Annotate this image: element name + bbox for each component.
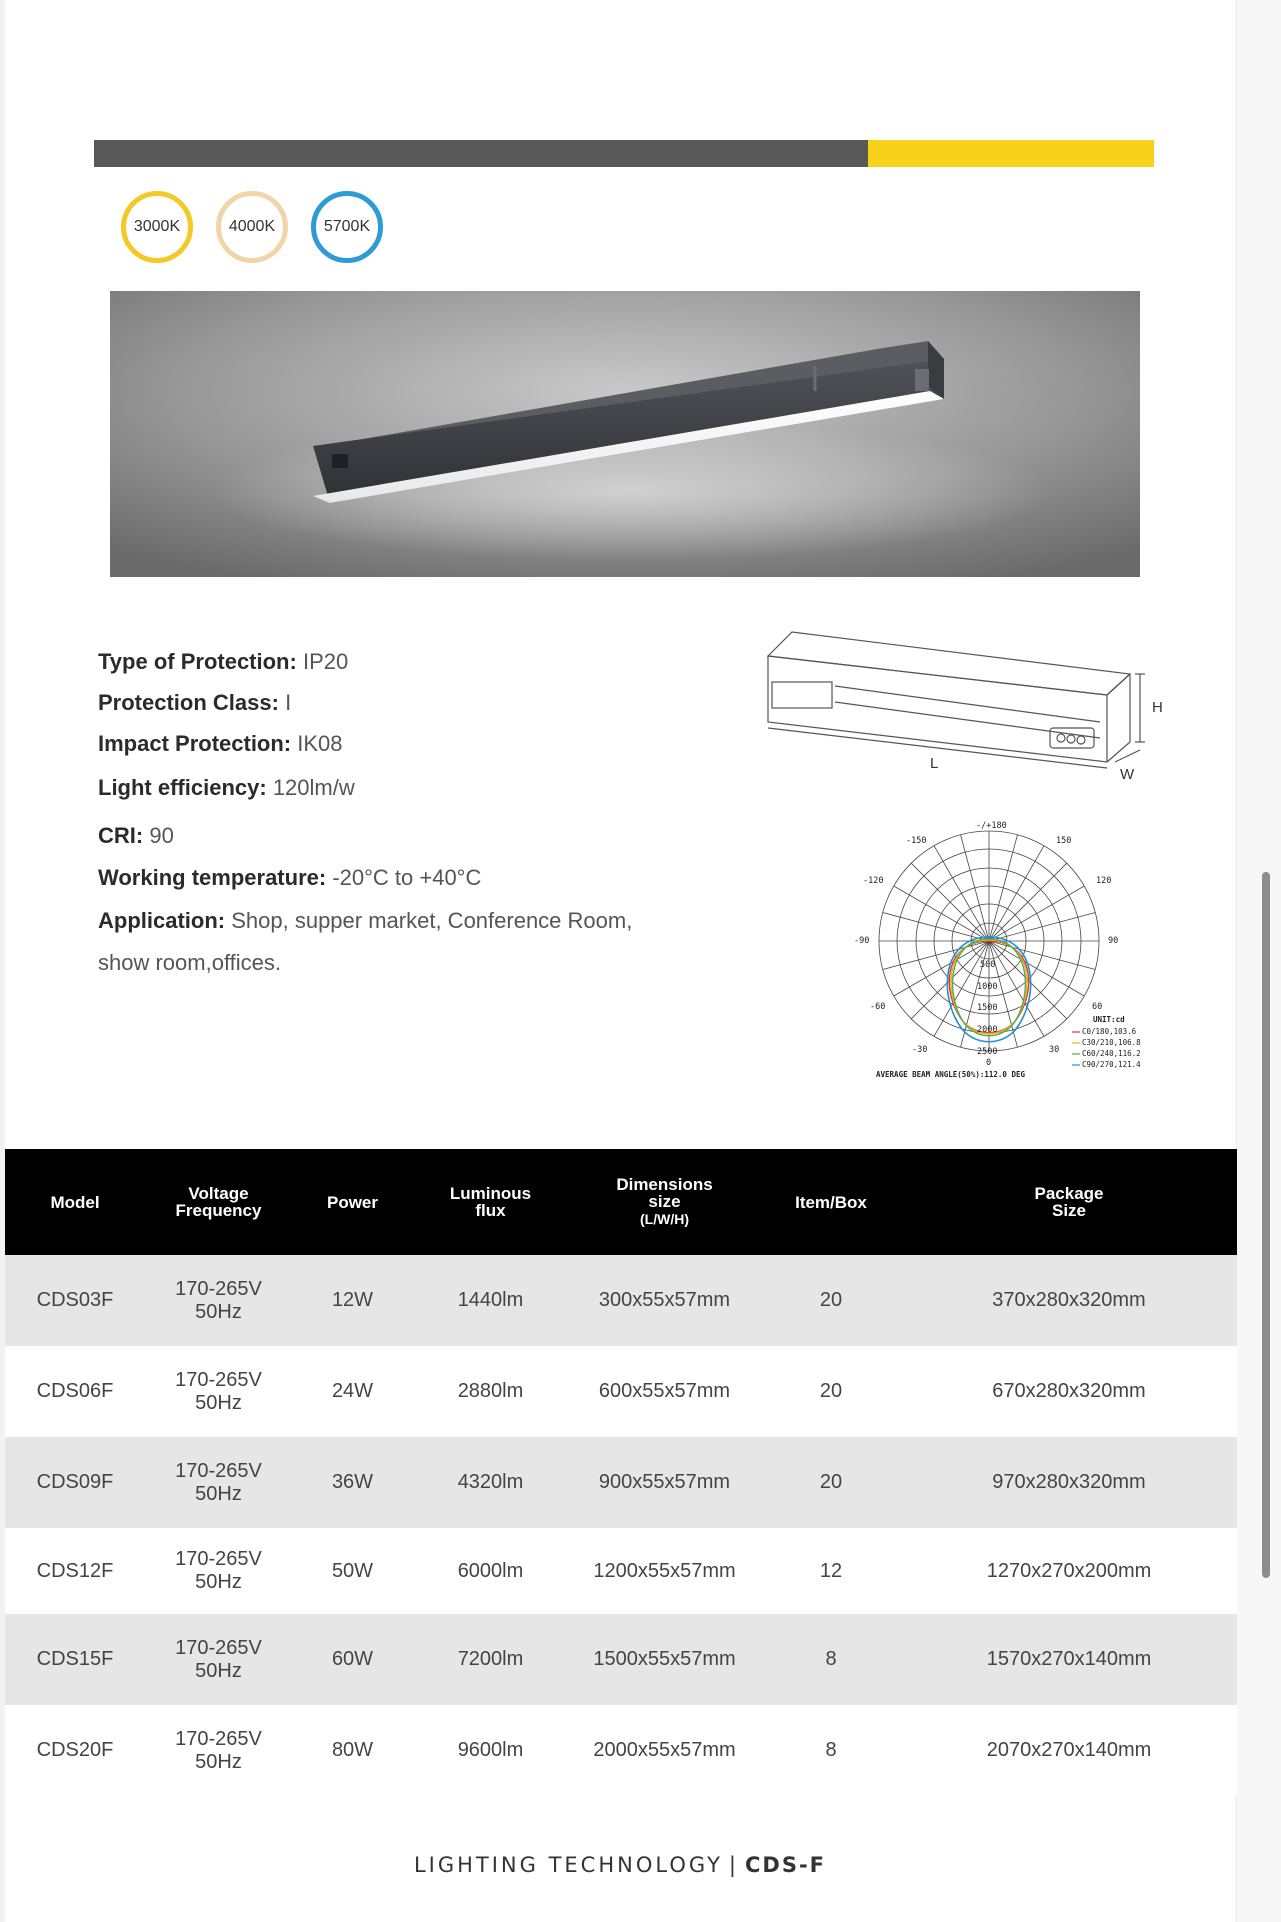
table-row <box>5 1705 1237 1796</box>
ring-label-1000: 1000 <box>977 982 998 992</box>
dimension-label-w: W <box>1120 766 1135 782</box>
polar-legend-c30: C30/210,106.8 <box>1082 1038 1141 1047</box>
cell-voltage: 170-265V 50Hz <box>145 1255 292 1346</box>
cell-model: CDS20F <box>5 1705 145 1796</box>
table-row <box>5 1346 1237 1437</box>
spec-cri: CRI: 90 <box>98 823 174 848</box>
cell-power: 80W <box>292 1705 413 1796</box>
dimension-label-h: H <box>1152 699 1163 716</box>
cell-dimensions: 1500x55x57mm <box>568 1614 761 1705</box>
cell-package: 970x280x320mm <box>901 1437 1237 1528</box>
page-footer <box>5 1853 1235 1877</box>
color-temp-badge-5700k: 5700K <box>311 191 383 263</box>
spec-working-temperature: Working temperature: -20°C to +40°C <box>98 865 482 890</box>
cell-package: 1270x270x200mm <box>901 1528 1237 1614</box>
cell-item-box: 12 <box>761 1528 901 1614</box>
product-spec-table <box>5 1149 1237 1796</box>
cell-power: 12W <box>292 1255 413 1346</box>
cell-package: 1570x270x140mm <box>901 1614 1237 1705</box>
header-dimensions: Dimensions size (L/W/H) <box>568 1149 761 1255</box>
product-photo <box>110 291 1140 577</box>
table-row <box>5 1614 1237 1705</box>
spec-protection-type: Type of Protection: IP20 <box>98 649 349 674</box>
table-row <box>5 1528 1237 1614</box>
cell-item-box: 8 <box>761 1705 901 1796</box>
color-temp-badge-4000k: 4000K <box>216 191 288 263</box>
polar-legend-c60: C60/240,116.2 <box>1082 1049 1141 1058</box>
cell-power: 36W <box>292 1437 413 1528</box>
ring-label-500: 500 <box>980 960 996 970</box>
footer-brand: LIGHTING TECHNOLOGY <box>413 1853 723 1877</box>
polar-legend-c0: C0/180,103.6 <box>1082 1027 1137 1036</box>
cell-voltage: 170-265V 50Hz <box>145 1614 292 1705</box>
cell-voltage: 170-265V 50Hz <box>145 1705 292 1796</box>
cell-flux: 6000lm <box>413 1528 568 1614</box>
cell-item-box: 20 <box>761 1346 901 1437</box>
scrollbar-thumb[interactable] <box>1262 872 1270 1578</box>
cell-model: CDS15F <box>5 1614 145 1705</box>
header-voltage-frequency: Voltage Frequency <box>145 1149 292 1255</box>
table-row <box>5 1437 1237 1528</box>
angle-label-180: -/+180 <box>976 821 1007 831</box>
header-bar-yellow-segment <box>868 140 1154 167</box>
cell-flux: 2880lm <box>413 1346 568 1437</box>
footer-model: CDS-F <box>745 1853 827 1877</box>
header-bar-dark-segment <box>94 140 868 167</box>
spec-application-continued: show room,offices. <box>98 950 282 975</box>
header-power: Power <box>292 1149 413 1255</box>
cell-power: 24W <box>292 1346 413 1437</box>
cell-flux: 7200lm <box>413 1614 568 1705</box>
angle-label-120: 120 <box>1096 876 1112 886</box>
table-header-row <box>5 1149 1237 1255</box>
cell-flux: 1440lm <box>413 1255 568 1346</box>
cell-item-box: 8 <box>761 1614 901 1705</box>
spec-impact-protection: Impact Protection: IK08 <box>98 731 343 756</box>
dimension-label-l: L <box>930 755 939 772</box>
table-row <box>5 1255 1237 1346</box>
footer-separator: | <box>728 1853 739 1877</box>
cell-dimensions: 1200x55x57mm <box>568 1528 761 1614</box>
cell-voltage: 170-265V 50Hz <box>145 1528 292 1614</box>
cell-flux: 4320lm <box>413 1437 568 1528</box>
polar-beam-angle: AVERAGE BEAM ANGLE(50%):112.0 DEG <box>876 1070 1026 1079</box>
cell-dimensions: 300x55x57mm <box>568 1255 761 1346</box>
header-luminous-flux: Luminous flux <box>413 1149 568 1255</box>
cell-package: 370x280x320mm <box>901 1255 1237 1346</box>
cell-voltage: 170-265V 50Hz <box>145 1437 292 1528</box>
cell-model: CDS03F <box>5 1255 145 1346</box>
angle-label-150: 150 <box>1056 836 1072 846</box>
angle-label-60: 60 <box>1092 1002 1103 1012</box>
ring-label-1500: 1500 <box>977 1003 998 1013</box>
cell-item-box: 20 <box>761 1437 901 1528</box>
spec-application: Application: Shop, supper market, Conference Room, <box>98 908 633 933</box>
header-model: Model <box>5 1149 145 1255</box>
cell-dimensions: 2000x55x57mm <box>568 1705 761 1796</box>
ring-label-2500: 2500 <box>977 1047 998 1057</box>
angle-label-neg30: -30 <box>912 1045 928 1055</box>
polar-unit-label: UNIT:cd <box>1093 1015 1125 1024</box>
header-package-size: Package Size <box>901 1149 1237 1255</box>
dimension-drawing <box>760 622 1170 782</box>
header-item-box: Item/Box <box>761 1149 901 1255</box>
color-temp-badge-3000k: 3000K <box>121 191 193 263</box>
cell-model: CDS12F <box>5 1528 145 1614</box>
photometric-polar-diagram <box>850 815 1165 1085</box>
angle-label-neg120: -120 <box>863 876 884 886</box>
angle-label-30: 30 <box>1049 1045 1060 1055</box>
cell-dimensions: 600x55x57mm <box>568 1346 761 1437</box>
cell-item-box: 20 <box>761 1255 901 1346</box>
angle-label-neg150: -150 <box>906 836 927 846</box>
cell-flux: 9600lm <box>413 1705 568 1796</box>
angle-label-0: 0 <box>986 1058 992 1068</box>
angle-label-90: 90 <box>1108 936 1119 946</box>
polar-legend-c90: C90/270,121.4 <box>1082 1060 1141 1069</box>
header-color-bar <box>94 140 1154 167</box>
cell-power: 60W <box>292 1614 413 1705</box>
spec-protection-class: Protection Class: I <box>98 690 292 715</box>
cell-voltage: 170-265V 50Hz <box>145 1346 292 1437</box>
cell-model: CDS09F <box>5 1437 145 1528</box>
cell-package: 670x280x320mm <box>901 1346 1237 1437</box>
spec-light-efficiency: Light efficiency: 120lm/w <box>98 775 355 800</box>
cell-dimensions: 900x55x57mm <box>568 1437 761 1528</box>
scrollbar-track[interactable] <box>1237 0 1281 1922</box>
angle-label-neg90: -90 <box>854 936 870 946</box>
cell-model: CDS06F <box>5 1346 145 1437</box>
angle-label-neg60: -60 <box>870 1002 886 1012</box>
ring-label-2000: 2000 <box>977 1025 998 1035</box>
cell-package: 2070x270x140mm <box>901 1705 1237 1796</box>
cell-power: 50W <box>292 1528 413 1614</box>
